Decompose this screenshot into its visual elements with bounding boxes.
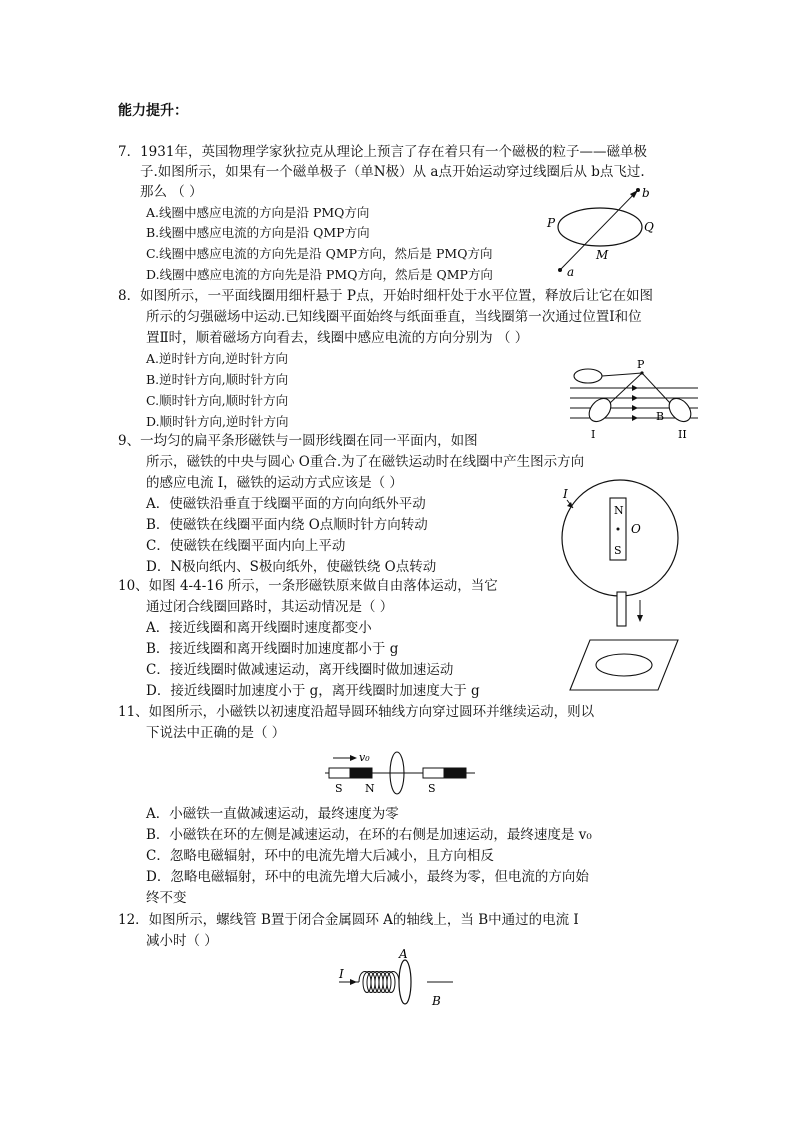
q7-option-d: D.线圈中感应电流的方向先是沿 PMQ方向，然后是 QMP方向 xyxy=(146,267,493,282)
q8-line-2: 所示的匀强磁场中运动.已知线圈平面始终与纸面垂直，当线圈第一次通过位置Ⅰ和位 xyxy=(146,309,642,325)
q11-line-1: 11、如图所示，小磁铁以初速度沿超导圆环轴线方向穿过圆环并继续运动，则以 xyxy=(118,704,595,720)
q7-label-P: P xyxy=(547,216,556,230)
q8-field-arrow-2 xyxy=(632,395,638,401)
q9-label-S: S xyxy=(614,544,622,557)
q11-magnet-right-n xyxy=(423,768,444,778)
q12-label-B: B xyxy=(432,994,441,1008)
q10-line-1: 10、如图 4-4-16 所示，一条形磁铁原来做自由落体运动，当它 xyxy=(118,578,498,594)
q8-pivot-P xyxy=(640,371,643,374)
q7-point-b xyxy=(636,188,640,192)
q9-line-2: 所示，磁铁的中央与圆心 O重合.为了在磁铁运动时在线圈中产生图示方向 xyxy=(146,454,585,470)
q12-label-I: I xyxy=(339,967,344,981)
q10-fall-arrow-head xyxy=(637,615,643,622)
q7-coil xyxy=(558,208,642,246)
q9-center-O xyxy=(617,528,620,531)
q9-label-I: I xyxy=(563,487,568,501)
q7-label-M: M xyxy=(596,248,609,262)
q8-option-d: D.顺时针方向,逆时针方向 xyxy=(146,414,289,429)
q8-label-P: P xyxy=(637,358,645,371)
q7-figure xyxy=(540,185,670,280)
q8-option-a: A.逆时针方向,逆时针方向 xyxy=(146,351,288,366)
q8-line-3: 置Ⅱ时，顺着磁场方向看去，线圈中感应电流的方向分别为 （ ） xyxy=(146,330,529,346)
q8-field-arrow-1 xyxy=(632,385,638,391)
q8-figure xyxy=(560,358,700,443)
q12-solenoid xyxy=(359,972,399,993)
q11-label-N: N xyxy=(365,782,375,795)
q10-plane xyxy=(570,640,678,690)
q8-coil-start xyxy=(574,369,602,383)
q7-line-1: 7．1931年，英国物理学家狄拉克从理论上预言了存在着只有一个磁极的粒子——磁单极 xyxy=(118,144,647,160)
q7-point-a xyxy=(558,268,562,272)
q11-magnet-left-n xyxy=(350,768,372,778)
q11-magnet-right-s xyxy=(444,768,466,778)
q10-magnet xyxy=(617,592,626,626)
q11-magnet-left-s xyxy=(329,768,350,778)
q9-option-a: A．使磁铁沿垂直于线圈平面的方向向纸外平动 xyxy=(146,496,426,512)
q9-label-N: N xyxy=(614,504,624,517)
q12-line-2: 减小时（ ） xyxy=(146,933,218,949)
q8-coil-position-2 xyxy=(665,394,696,425)
q12-line-1: 12．如图所示，螺线管 B置于闭合金属圆环 A的轴线上，当 B中通过的电流 I xyxy=(118,912,579,928)
q10-option-c: C．接近线圈时做减速运动，离开线圈时做加速运动 xyxy=(146,662,454,678)
q11-figure xyxy=(325,748,475,798)
q8-field-arrow-4 xyxy=(632,415,638,421)
q11-option-c: C．忽略电磁辐射，环中的电流先增大后减小，且方向相反 xyxy=(146,848,494,864)
q10-option-b: B．接近线圈和离开线圈时加速度都小于 g xyxy=(146,641,399,657)
q12-current-arrow-head xyxy=(350,979,357,985)
q9-option-c: C．使磁铁在线圈平面内向上平动 xyxy=(146,538,346,554)
q7-line-3: 那么 （ ） xyxy=(140,184,203,200)
q11-option-a: A．小磁铁一直做减速运动，最终速度为零 xyxy=(146,806,399,822)
q8-field-arrow-3 xyxy=(632,405,638,411)
q7-option-a: A.线圈中感应电流的方向是沿 PMQ方向 xyxy=(146,205,370,220)
q9-option-b: B．使磁铁在线圈平面内绕 O点顺时针方向转动 xyxy=(146,517,428,533)
q11-velocity-arrow-head xyxy=(350,755,357,761)
q8-line-1: 8．如图所示，一平面线圈用细杆悬于 P点，开始时细杆处于水平位置，释放后让它在如图 xyxy=(118,288,653,304)
q9-label-O: O xyxy=(631,522,641,536)
q8-label-B: B xyxy=(656,410,665,423)
q8-rod-horizontal xyxy=(602,373,642,376)
q11-label-S-right: S xyxy=(428,782,436,795)
q8-option-b: B.逆时针方向,顺时针方向 xyxy=(146,372,289,387)
q7-label-a: a xyxy=(567,265,575,279)
q8-option-c: C.顺时针方向,顺时针方向 xyxy=(146,393,289,408)
q7-label-Q: Q xyxy=(644,220,654,234)
q10-option-a: A．接近线圈和离开线圈时速度都变小 xyxy=(146,620,372,636)
q9-line-3: 的感应电流 I，磁铁的运动方式应该是（ ） xyxy=(146,475,403,491)
q11-line-2: 下说法中正确的是（ ） xyxy=(146,725,286,741)
q11-option-b: B．小磁铁在环的左侧是减速运动，在环的右侧是加速运动，最终速度是 v₀ xyxy=(146,827,592,843)
q8-coil-position-1 xyxy=(585,394,616,425)
q10-line-2: 通过闭合线圈回路时，其运动情况是（ ） xyxy=(146,599,394,615)
q12-figure xyxy=(335,948,465,1013)
q9-option-d: D．N极向纸内、S极向纸外，使磁铁绕 O点转动 xyxy=(146,559,437,575)
q12-label-A: A xyxy=(399,947,408,961)
q10-option-d: D．接近线圈时加速度小于 g，离开线圈时加速度大于 g xyxy=(146,683,480,699)
q7-option-c: C.线圈中感应电流的方向先是沿 QMP方向，然后是 PMQ方向 xyxy=(146,246,493,261)
q11-label-v0: v₀ xyxy=(359,751,370,764)
q7-label-b: b xyxy=(642,186,650,200)
q7-option-b: B.线圈中感应电流的方向是沿 QMP方向 xyxy=(146,225,370,240)
q11-label-S-left: S xyxy=(335,782,343,795)
q7-line-2: 子.如图所示，如果有一个磁单极子（单N极）从 a点开始运动穿过线圈后从 b点飞过. xyxy=(140,164,645,180)
section-title: 能力提升： xyxy=(118,103,188,119)
q8-label-II: II xyxy=(678,428,687,441)
q10-figure xyxy=(560,588,690,698)
q12-ring-A xyxy=(399,960,411,1004)
q9-figure xyxy=(555,478,695,578)
q11-option-d-cont: 终不变 xyxy=(146,890,187,906)
q9-line-1: 9、一均匀的扁平条形磁铁与一圆形线圈在同一平面内，如图 xyxy=(118,433,478,449)
q11-option-d: D．忽略电磁辐射，环中的电流先增大后减小，最终为零，但电流的方向始 xyxy=(146,869,589,885)
q8-label-I: I xyxy=(591,428,596,441)
